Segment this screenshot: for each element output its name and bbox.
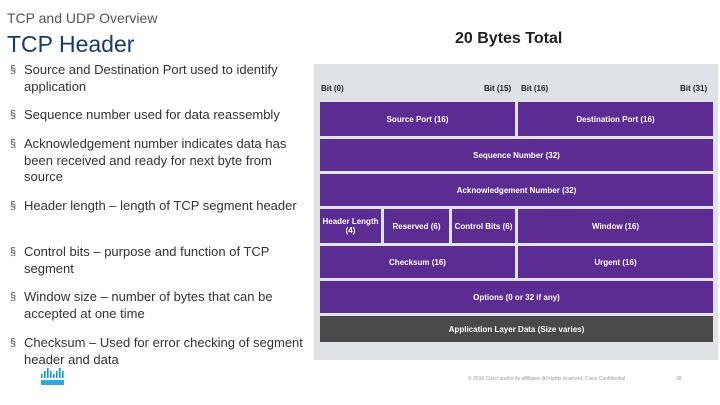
bullet-mark: § — [10, 109, 17, 121]
bit-label-0: Bit (0) — [321, 84, 344, 93]
bullet-text: Sequence number used for data reassembly — [24, 107, 280, 122]
field-application-data: Application Layer Data (Size varies) — [320, 316, 713, 342]
page-number: 38 — [676, 376, 682, 382]
bullet-text: Source and Destination Port used to identify application — [24, 62, 278, 94]
bullet-text: Header length – length of TCP segment header — [24, 198, 297, 213]
bytes-total-label: 20 Bytes Total — [455, 30, 563, 47]
bullet-item — [8, 198, 308, 215]
bullet-item — [8, 289, 308, 322]
field-header-length: Header Length (4) — [320, 209, 381, 243]
field-options: Options (0 or 32 if any) — [320, 281, 713, 313]
slide-title: TCP Header — [7, 31, 135, 57]
bit-label-16: Bit (16) — [521, 84, 549, 93]
cisco-logo-icon — [40, 368, 66, 388]
bit-label-31: Bit (31) — [680, 84, 708, 93]
field-control-bits: Control Bits (6) — [452, 209, 515, 243]
field-checksum: Checksum (16) — [320, 246, 515, 278]
bullet-item — [8, 107, 308, 124]
field-reserved: Reserved (6) — [384, 209, 449, 243]
bullet-mark: § — [10, 291, 17, 303]
field-ack-number: Acknowledgement Number (32) — [320, 174, 713, 206]
bullet-mark: § — [10, 337, 17, 349]
bullet-item — [8, 335, 308, 368]
bullet-item — [8, 136, 308, 186]
bullet-item — [8, 244, 308, 277]
field-destination-port: Destination Port (16) — [518, 102, 713, 136]
field-window: Window (16) — [518, 209, 713, 243]
bullet-text: Checksum – Used for error checking of segment header and data — [24, 335, 303, 367]
footer-copyright: © 2016 Cisco and/or its affiliates. All rights reserved. Cisco Confidential — [468, 376, 626, 382]
tcp-header-diagram — [314, 64, 718, 360]
bullet-mark: § — [10, 200, 17, 212]
slide-subtitle: TCP and UDP Overview — [7, 10, 158, 26]
bullet-mark: § — [10, 64, 17, 76]
bullet-item — [8, 62, 308, 95]
bullet-text: Acknowledgement number indicates data has been received and ready for next byte from source — [24, 136, 287, 184]
bullet-text: Control bits – purpose and function of TCP segment — [24, 244, 270, 276]
field-sequence-number: Sequence Number (32) — [320, 139, 713, 171]
bullet-mark: § — [10, 138, 17, 150]
field-source-port: Source Port (16) — [320, 102, 515, 136]
field-urgent: Urgent (16) — [518, 246, 713, 278]
bit-label-15: Bit (15) — [484, 84, 512, 93]
bullet-text: Window size – number of bytes that can be accepted at one time — [24, 289, 273, 321]
bullet-mark: § — [10, 246, 17, 258]
